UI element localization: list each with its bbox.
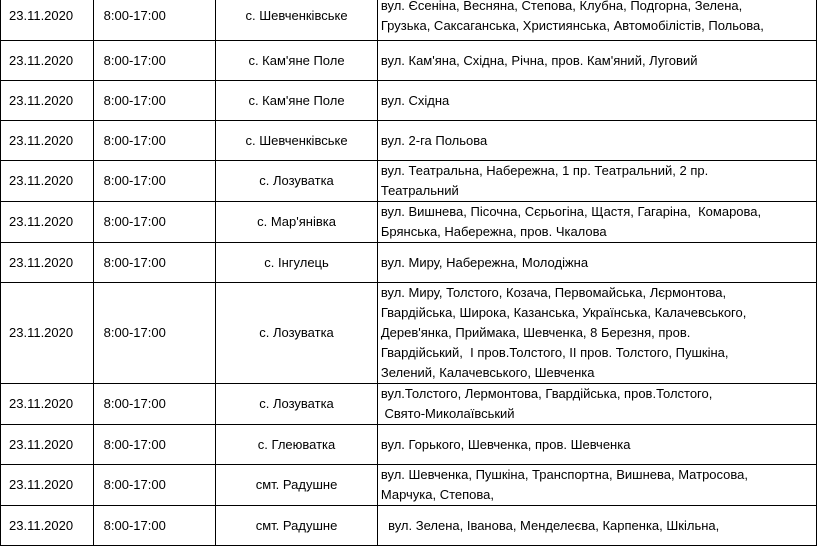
streets-cell	[377, 0, 816, 41]
street-line: Гвардійська, Широка, Казанська, Українська, Калачевського,	[380, 305, 747, 320]
table-row	[1, 243, 817, 283]
street-line: Свято-Миколаївський	[380, 406, 515, 421]
table-row	[1, 41, 817, 81]
streets-cell	[377, 384, 816, 425]
settlement-cell: с. Лозуватка	[216, 161, 378, 202]
time-cell: 8:00-17:00	[93, 0, 216, 41]
street-line: вул. Театральна, Набережна, 1 пр. Театральний, 2 пр.	[380, 163, 709, 178]
date-cell: 23.11.2020	[1, 283, 94, 384]
settlement-cell: с. Кам'яне Поле	[216, 41, 378, 81]
date-cell: 23.11.2020	[1, 243, 94, 283]
streets-cell	[377, 202, 816, 243]
table-row	[1, 81, 817, 121]
table-row	[1, 202, 817, 243]
time-cell: 8:00-17:00	[93, 384, 216, 425]
settlement-cell: с. Шевченківське	[216, 0, 378, 41]
street-line: вул. Східна	[380, 92, 450, 108]
settlement-cell: с. Мар'янівка	[216, 202, 378, 243]
date-cell: 23.11.2020	[1, 425, 94, 465]
table-row	[1, 0, 817, 41]
date-cell: 23.11.2020	[1, 384, 94, 425]
time-cell: 8:00-17:00	[93, 425, 216, 465]
streets-cell	[377, 506, 816, 546]
street-line: Брянська, Набережна, пров. Чкалова	[380, 224, 607, 239]
table-row	[1, 283, 817, 384]
table-row	[1, 506, 817, 546]
street-line: вул.Толстого, Лермонтова, Гвардійська, пров.Толстого,	[380, 386, 713, 401]
time-cell: 8:00-17:00	[93, 243, 216, 283]
time-cell: 8:00-17:00	[93, 161, 216, 202]
streets-cell	[377, 41, 816, 81]
street-line: Зелений, Калачевського, Шевченка	[380, 365, 595, 380]
settlement-cell: с. Інгулець	[216, 243, 378, 283]
streets-cell	[377, 425, 816, 465]
streets-cell	[377, 161, 816, 202]
settlement-cell: с. Шевченківське	[216, 121, 378, 161]
table-row	[1, 384, 817, 425]
date-cell: 23.11.2020	[1, 81, 94, 121]
street-line: вул. Зелена, Іванова, Менделеєва, Карпенка, Шкільна,	[380, 517, 720, 533]
street-line: вул. Миру, Толстого, Козача, Первомайська, Лєрмонтова,	[380, 285, 727, 300]
table-row	[1, 121, 817, 161]
street-line: Марчука, Степова,	[380, 487, 495, 502]
time-cell: 8:00-17:00	[93, 283, 216, 384]
street-line: вул. 2-га Польова	[380, 132, 488, 148]
street-line: вул. Шевченка, Пушкіна, Транспортна, Вишнева, Матросова,	[380, 467, 749, 482]
time-cell: 8:00-17:00	[93, 121, 216, 161]
settlement-cell: с. Лозуватка	[216, 283, 378, 384]
settlement-cell: с. Глеюватка	[216, 425, 378, 465]
settlement-cell: смт. Радушне	[216, 506, 378, 546]
date-cell: 23.11.2020	[1, 161, 94, 202]
street-line: вул. Кам'яна, Східна, Річна, пров. Кам'яний, Луговий	[380, 52, 698, 68]
settlement-cell: с. Лозуватка	[216, 384, 378, 425]
street-line: вул. Горького, Шевченка, пров. Шевченка	[380, 436, 631, 452]
time-cell: 8:00-17:00	[93, 465, 216, 506]
streets-cell	[377, 465, 816, 506]
street-line: Дерев'янка, Приймака, Шевченка, 8 Березня, пров.	[380, 325, 691, 340]
streets-cell	[377, 243, 816, 283]
street-line: вул. Єсеніна, Весняна, Степова, Клубна, Подгорна, Зелена,	[380, 0, 743, 13]
date-cell: 23.11.2020	[1, 465, 94, 506]
time-cell: 8:00-17:00	[93, 506, 216, 546]
date-cell: 23.11.2020	[1, 41, 94, 81]
settlement-cell: смт. Радушне	[216, 465, 378, 506]
table-body	[1, 0, 817, 546]
street-line: Грузька, Саксаганська, Християнська, Автомобілістів, Польова,	[380, 18, 764, 33]
table-row	[1, 425, 817, 465]
streets-cell	[377, 283, 816, 384]
time-cell: 8:00-17:00	[93, 202, 216, 243]
time-cell: 8:00-17:00	[93, 81, 216, 121]
time-cell: 8:00-17:00	[93, 41, 216, 81]
streets-cell	[377, 81, 816, 121]
street-line: Театральний	[380, 183, 459, 198]
table-row	[1, 161, 817, 202]
date-cell: 23.11.2020	[1, 0, 94, 41]
table-row	[1, 465, 817, 506]
street-line: вул. Миру, Набережна, Молодіжна	[380, 254, 589, 270]
streets-cell	[377, 121, 816, 161]
street-line: вул. Вишнева, Пісочна, Сєрьогіна, Щастя, Гагаріна, Комарова,	[380, 204, 762, 219]
date-cell: 23.11.2020	[1, 506, 94, 546]
street-line: Гвардійський, І пров.Толстого, ІІ пров. Толстого, Пушкіна,	[380, 345, 729, 360]
date-cell: 23.11.2020	[1, 202, 94, 243]
settlement-cell: с. Кам'яне Поле	[216, 81, 378, 121]
date-cell: 23.11.2020	[1, 121, 94, 161]
